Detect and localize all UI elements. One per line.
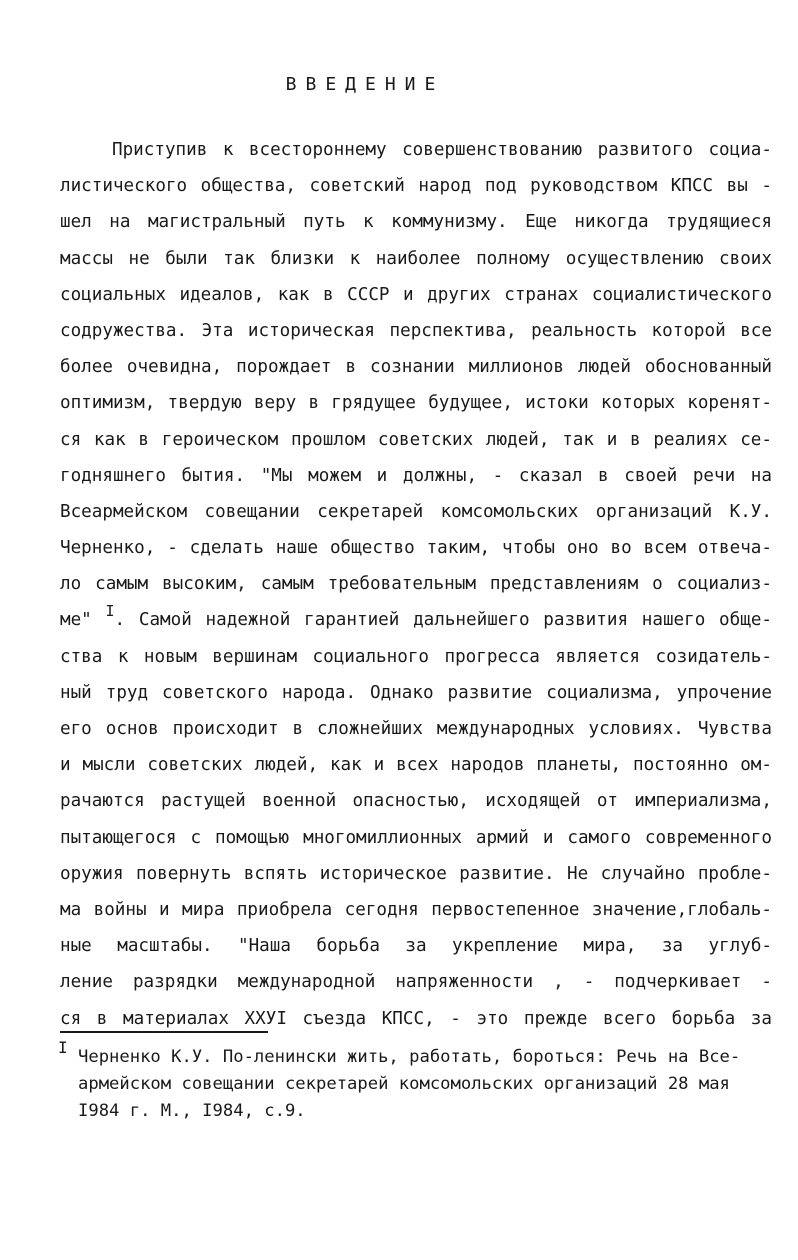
text-line: Черненко, - сделать наше общество таким, чтобы оно во всем отвеча- <box>60 538 772 559</box>
text-line: ся как в героическом прошлом советских людей, так и в реалиях се- <box>60 429 772 450</box>
text-line: и мысли советских людей, как и всех народов планеты, постоянно ом- <box>60 755 772 776</box>
text-line: содружества. Эта историческая перспектива, реальность которой все <box>60 320 772 341</box>
text-fragment: . Самой надежной гарантией дальнейшего развития нашего обще- <box>114 610 772 631</box>
text-line: массы не были так близки к наиболее полному осуществлению своих <box>60 248 772 269</box>
footnote-reference: I <box>105 602 115 621</box>
footnote-line: Черненко К.У. По-ленински жить, работать, бороться: Речь на Все- <box>78 1047 741 1067</box>
page-title: ВВЕДЕНИЕ <box>285 74 445 95</box>
text-line: ства к новым вершинам социального прогресса является созидатель- <box>60 646 772 667</box>
footnote-line: армейском совещании секретарей комсомольских организаций 28 мая <box>78 1074 730 1094</box>
text-line: Всеармейском совещании секретарей комсомольских организаций К.У. <box>60 501 772 522</box>
text-line: листического общества, советский народ под руководством КПСС вы - <box>60 176 772 197</box>
text-line: годняшнего бытия. "Мы можем и должны, - сказал в своей речи на <box>60 465 772 486</box>
text-line: ные масштабы. "Наша борьба за укрепление мира, за углуб- <box>60 936 772 957</box>
text-line: социальных идеалов, как в СССР и других странах социалистического <box>60 284 772 305</box>
footnote-line: I984 г. М., I984, с.9. <box>78 1101 306 1121</box>
footnote-marker: I <box>58 1038 68 1057</box>
text-line: пытающегося с помощью многомиллионных армий и самого современного <box>60 827 772 848</box>
text-line: ный труд советского народа. Однако развитие социализма, упрочение <box>60 682 772 703</box>
text-line-with-footnote-ref <box>60 602 772 638</box>
footnote <box>78 1044 778 1125</box>
text-line: шел на магистральный путь к коммунизму. Еще никогда трудящиеся <box>60 212 772 233</box>
text-line: рачаются растущей военной опасностью, исходящей от империализма, <box>60 791 772 812</box>
main-text <box>60 132 772 1037</box>
text-line: Приступив к всестороннему совершенствованию развитого социа- <box>112 140 772 160</box>
text-line: ление разрядки международной напряженности , - подчеркивает - <box>60 972 772 993</box>
text-line: ло самым высоким, самым требовательным представлениям о социализ- <box>60 574 772 595</box>
text-line: его основ происходит в сложнейших международных условиях. Чувства <box>60 719 772 739</box>
text-line: оптимизм, твердую веру в грядущее будущее, истоки которых коренят- <box>60 393 772 414</box>
footnote-divider <box>60 1031 268 1033</box>
text-line: более очевидна, порождает в сознании миллионов людей обоснованный <box>60 357 772 378</box>
text-line: ся в материалах XXУI съезда КПСС, - это прежде всего борьба за <box>60 1008 772 1029</box>
text-line: ма войны и мира приобрела сегодня первостепенное значение,глобаль- <box>60 899 772 920</box>
text-line: оружия повернуть вспять историческое развитие. Не случайно пробле- <box>60 863 772 884</box>
text-fragment: ме" <box>60 610 92 631</box>
